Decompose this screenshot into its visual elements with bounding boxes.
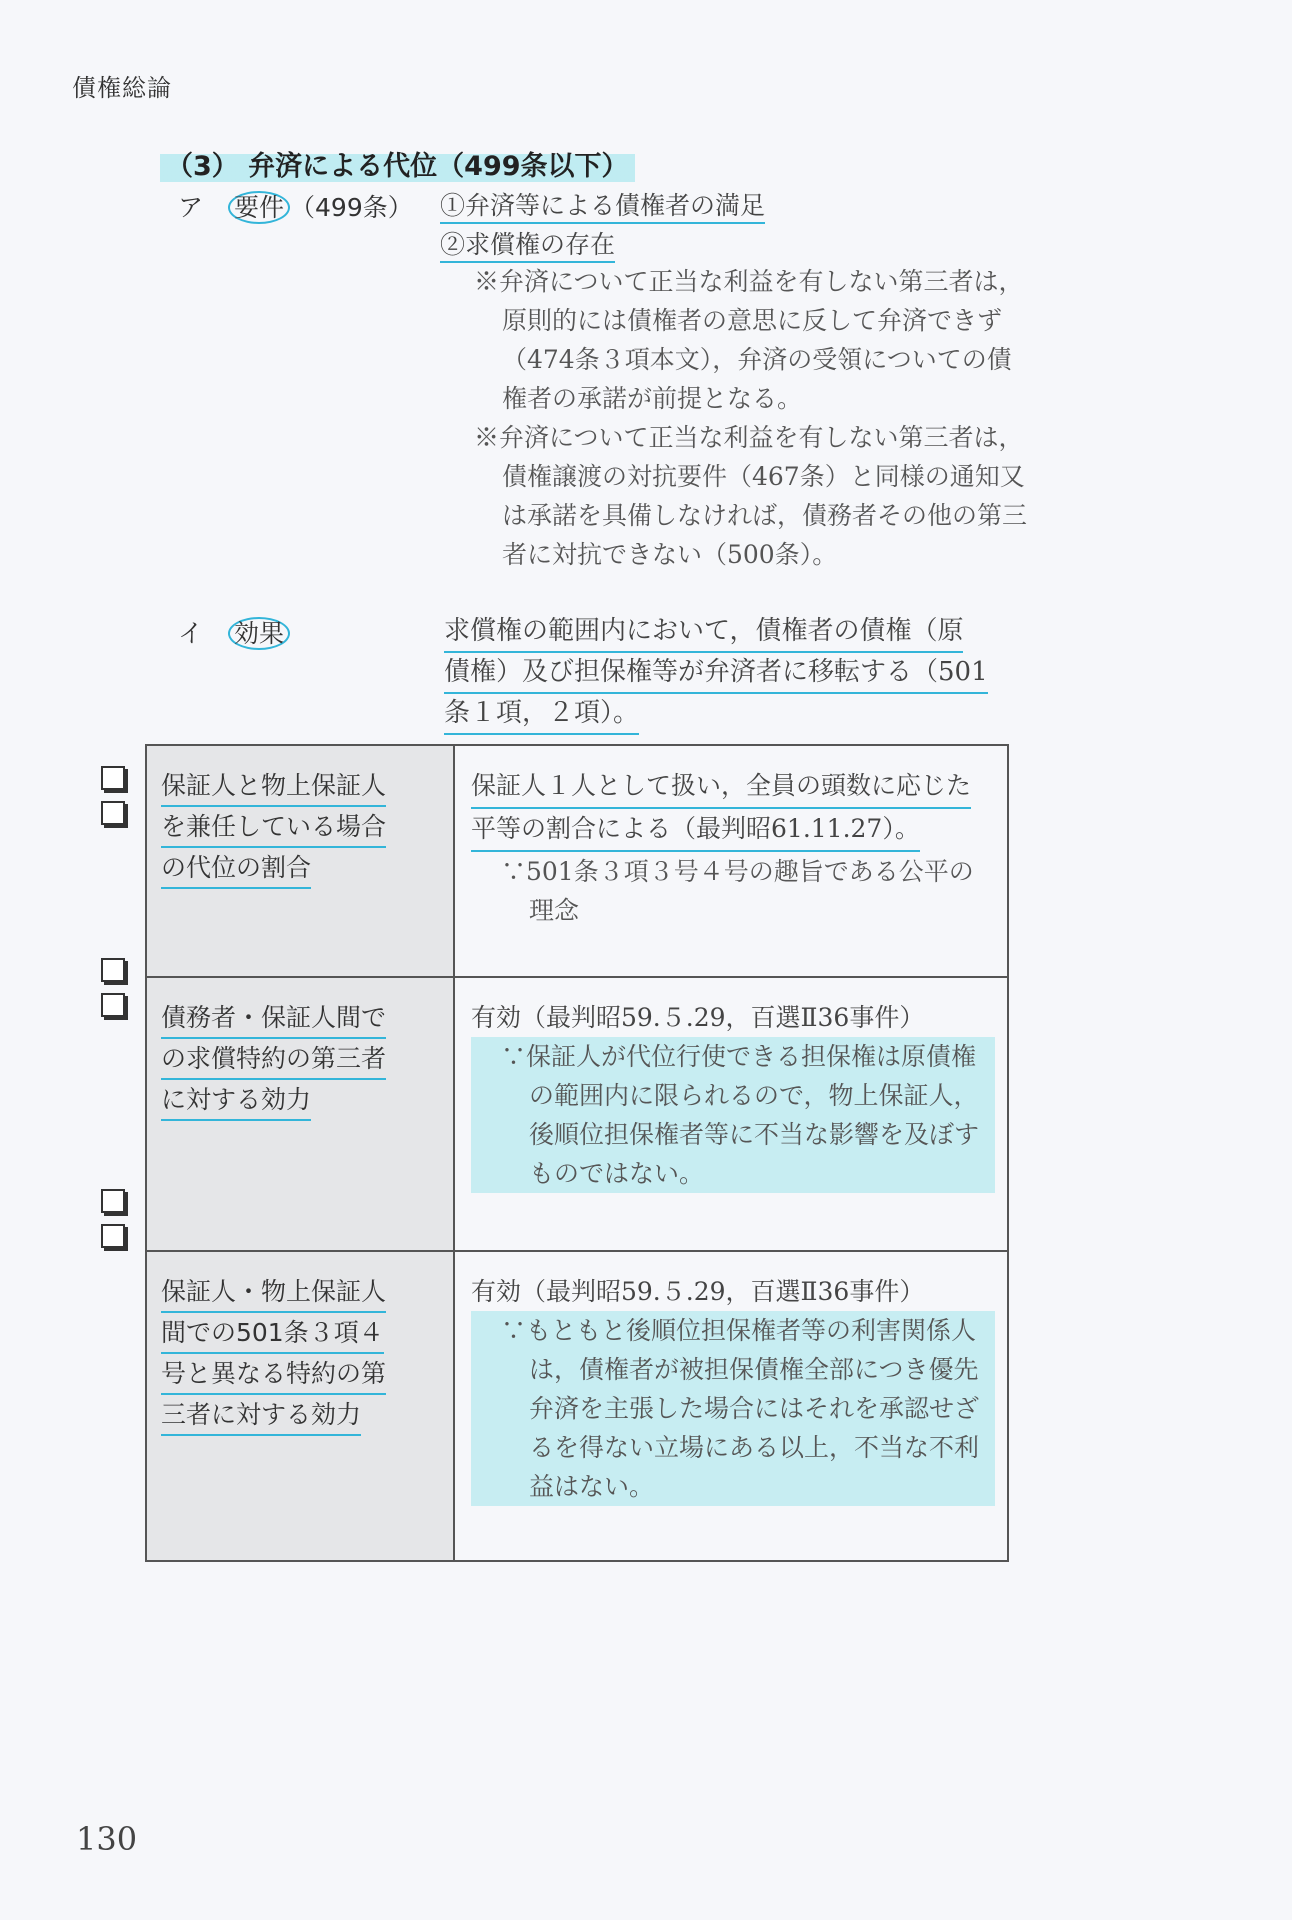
case-question: 債務者・保証人間で の求償特約の第三者 に対する効力 — [146, 977, 454, 1251]
review-checkbox[interactable] — [101, 801, 125, 825]
section-title-text: （3） 弁済による代位（499条以下） — [160, 151, 635, 182]
requirements-kana: ア — [178, 193, 204, 222]
requirement-note-1: ※弁済について正当な利益を有しない第三者は，原則的には債権者の意思に反して弁済できず（474条３項本文），弁済の受領についての債権者の承諾が前提となる。 — [474, 267, 1024, 413]
case-answer: 有効（最判昭59.５.29，百選Ⅱ36事件） ∵保証人が代位行使できる担保権は原債権の範囲内に限られるので，物上保証人，後順位担保権者等に不当な影響を及ぼすものではない。 — [454, 977, 1008, 1251]
review-checkbox[interactable] — [101, 958, 125, 982]
effect-kana: イ — [178, 619, 204, 648]
effect-line-2: 債権）及び担保権等が弁済者に移転する（501 — [444, 653, 988, 694]
review-checkbox[interactable] — [101, 1189, 125, 1213]
case-row — [146, 977, 1008, 1251]
requirement-note-2: ※弁済について正当な利益を有しない第三者は，債権譲渡の対抗要件（467条）と同様の通知又は承諾を具備しなければ，債務者その他の第三者に対抗できない（500条）。 — [474, 423, 1028, 569]
section-title — [160, 144, 635, 183]
effect-line-1: 求償権の範囲内において，債権者の債権（原 — [444, 612, 963, 653]
case-reason: ∵もともと後順位担保権者等の利害関係人は，債権者が被担保債権全部につき優先弁済を主張した場合にはそれを承認せざるを得ない立場にある以上，不当な不利益はない。 — [471, 1311, 995, 1506]
review-checkbox[interactable] — [101, 1224, 125, 1248]
requirement-item-2: ②求償権の存在 — [440, 225, 615, 261]
case-1-checkboxes — [101, 766, 125, 836]
requirement-item-1: ①弁済等による債権者の満足 — [440, 186, 765, 222]
review-checkbox[interactable] — [101, 993, 125, 1017]
case-question: 保証人・物上保証人 間での501条３項４ 号と異なる特約の第 三者に対する効力 — [146, 1251, 454, 1561]
effect-text — [444, 612, 1014, 735]
case-answer: 有効（最判昭59.５.29，百選Ⅱ36事件） ∵もともと後順位担保権者等の利害関係人は，債権者が被担保債権全部につき優先弁済を主張した場合にはそれを承認せざるを得ない立場にある以上，不当な不利益はない。 — [454, 1251, 1008, 1561]
case-table — [145, 744, 1009, 1562]
case-2-checkboxes — [101, 958, 125, 1028]
page-number: 130 — [76, 1820, 138, 1858]
effect-label — [178, 614, 290, 650]
running-header: 債権総論 — [72, 74, 172, 102]
requirements-label — [178, 188, 413, 224]
effect-label-text: 効果 — [228, 617, 290, 650]
case-reason: ∵保証人が代位行使できる担保権は原債権の範囲内に限られるので，物上保証人，後順位担保権者等に不当な影響を及ぼすものではない。 — [471, 1037, 995, 1193]
case-row — [146, 1251, 1008, 1561]
review-checkbox[interactable] — [101, 766, 125, 790]
case-answer: 保証人１人として扱い，全員の頭数に応じた 平等の割合による（最判昭61.11.27）。 ∵501条３項３号４号の趣旨である公平の理念 — [454, 745, 1008, 977]
case-reason: ∵501条３項３号４号の趣旨である公平の理念 — [501, 857, 974, 925]
case-question: 保証人と物上保証人 を兼任している場合 の代位の割合 — [146, 745, 454, 977]
case-row — [146, 745, 1008, 977]
effect-line-3: 条１項，２項）。 — [444, 694, 639, 735]
requirements-ref: （499条） — [290, 193, 413, 222]
case-3-checkboxes — [101, 1189, 125, 1259]
requirements-label-text: 要件 — [228, 191, 290, 224]
